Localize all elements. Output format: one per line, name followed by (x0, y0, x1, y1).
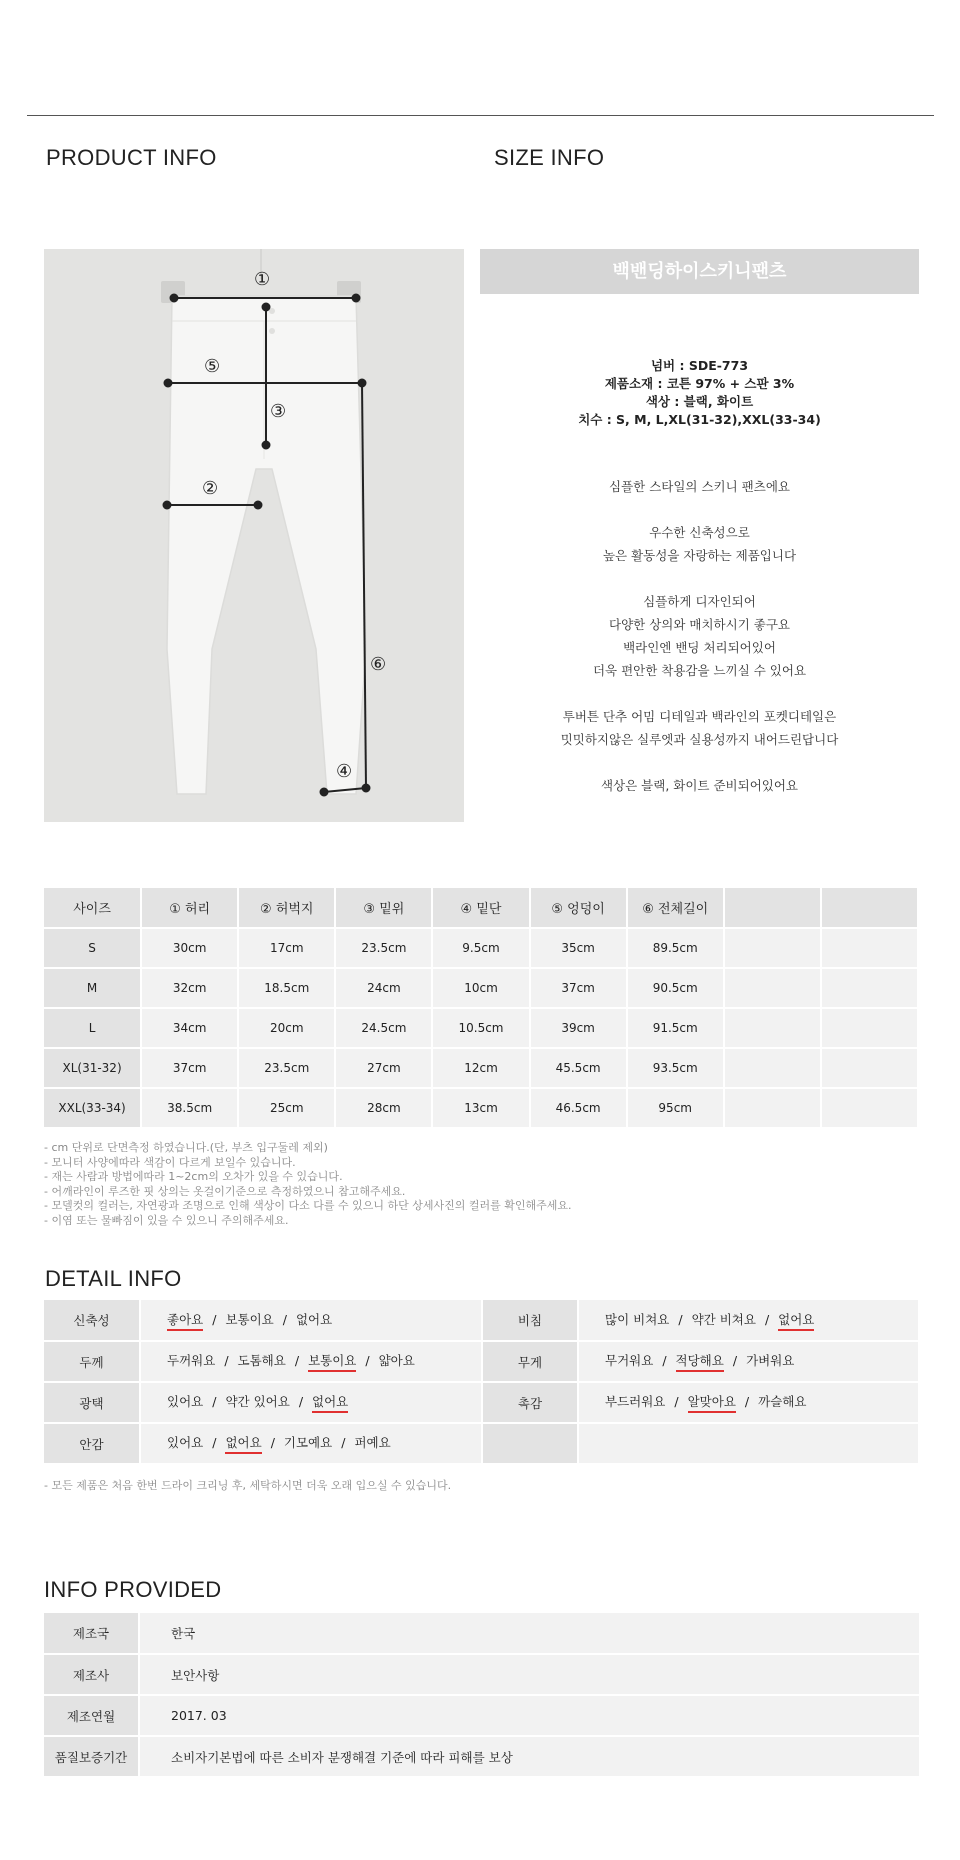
detail-options (578, 1341, 919, 1382)
table-cell: 24cm (335, 968, 432, 1008)
size-label: L (44, 1008, 141, 1048)
table-cell: 23.5cm (335, 928, 432, 968)
detail-option: 기모예요 (283, 1435, 333, 1450)
header-cell: ③ 밑위 (335, 888, 432, 928)
spec-number: 넘버 : SDE-773 (650, 358, 749, 373)
spec-sizes: 치수 : S, M, L,XL(31-32),XXL(33-34) (578, 412, 821, 427)
product-photo (44, 249, 464, 822)
table-cell (724, 928, 821, 968)
table-row (44, 1008, 918, 1048)
table-cell: 38.5cm (141, 1088, 238, 1128)
header-cell: ⑥ 전체길이 (627, 888, 724, 928)
note-line: - cm 단위로 단면측정 하였습니다.(단, 부츠 입구둘레 제외) (44, 1141, 328, 1154)
size-label: M (44, 968, 141, 1008)
detail-row (44, 1300, 919, 1341)
marker-4: ④ (336, 761, 353, 782)
product-info-title: PRODUCT INFO (46, 145, 217, 170)
table-cell: 30cm (141, 928, 238, 968)
table-cell: 91.5cm (627, 1008, 724, 1048)
table-cell: 23.5cm (238, 1048, 335, 1088)
desc-line: 심플한 스타일의 스키니 팬츠에요 (609, 479, 790, 494)
detail-option: 까슬해요 (758, 1394, 807, 1409)
info-value: 2017. 03 (139, 1695, 919, 1736)
header-cell: 사이즈 (44, 888, 141, 928)
table-cell (724, 1088, 821, 1128)
measurement-notes (44, 1141, 571, 1228)
table-cell (724, 1048, 821, 1088)
table-row (44, 1048, 918, 1088)
table-cell: 28cm (335, 1088, 432, 1128)
table-cell: 27cm (335, 1048, 432, 1088)
desc-line: 높은 활동성을 자랑하는 제품입니다 (602, 548, 797, 563)
header-cell (724, 888, 821, 928)
detail-row (44, 1382, 919, 1423)
detail-option: 두꺼워요 (167, 1353, 216, 1368)
detail-option: 무거워요 (605, 1353, 654, 1368)
info-label: 제조연월 (44, 1695, 139, 1736)
detail-option-selected: 없어요 (312, 1392, 348, 1413)
table-cell (821, 1008, 918, 1048)
header-cell: ② 허벅지 (238, 888, 335, 928)
detail-label: 광택 (44, 1382, 140, 1423)
detail-option: 없어요 (295, 1311, 333, 1327)
header-cell: ④ 밑단 (432, 888, 529, 928)
option-separator: / (270, 1435, 275, 1450)
detail-option: 퍼예요 (354, 1435, 391, 1450)
note-line: - 어깨라인이 루즈한 핏 상의는 옷걸이기준으로 측정하였으니 참고해주세요. (44, 1184, 406, 1198)
size-label: S (44, 928, 141, 968)
table-cell: 10cm (432, 968, 529, 1008)
header-cell (821, 888, 918, 928)
table-row (44, 1088, 918, 1128)
option-separator: / (674, 1394, 679, 1409)
table-cell: 17cm (238, 928, 335, 968)
marker-3: ③ (270, 401, 287, 422)
marker-2: ② (202, 478, 219, 499)
detail-label: 무게 (482, 1341, 578, 1382)
product-specs (480, 357, 919, 429)
table-cell (724, 968, 821, 1008)
header-cell: ⑤ 엉덩이 (530, 888, 627, 928)
table-row (44, 1695, 919, 1736)
table-row (44, 1613, 919, 1654)
detail-option: 도톰해요 (237, 1353, 286, 1368)
note-line: - 모델컷의 컬러는, 자연광과 조명으로 인해 색상이 다소 다를 수 있으니 하단 상세사진의 컬러를 확인해주세요. (44, 1199, 572, 1212)
detail-options (140, 1423, 482, 1464)
table-cell: 89.5cm (627, 928, 724, 968)
option-separator: / (282, 1311, 287, 1327)
table-cell: 32cm (141, 968, 238, 1008)
option-separator: / (662, 1353, 667, 1368)
table-cell (821, 968, 918, 1008)
table-cell: 24.5cm (335, 1008, 432, 1048)
table-cell: 12cm (432, 1048, 529, 1088)
option-separator: / (212, 1311, 217, 1327)
option-separator: / (744, 1394, 750, 1409)
spec-material: 제품소재 : 코튼 97% + 스판 3% (604, 376, 795, 391)
table-cell: 25cm (238, 1088, 335, 1128)
table-cell: 46.5cm (530, 1088, 627, 1128)
marker-6: ⑥ (370, 654, 387, 675)
detail-label: 안감 (44, 1423, 140, 1464)
table-cell: 90.5cm (627, 968, 724, 1008)
marker-5: ⑤ (204, 356, 221, 377)
detail-option: 있어요 (167, 1394, 204, 1409)
spec-color: 색상 : 블랙, 화이트 (645, 394, 754, 409)
detail-option-selected: 없어요 (225, 1433, 261, 1454)
product-name-bar: 백밴딩하이스키니팬츠 (480, 249, 919, 294)
info-label: 제조국 (44, 1613, 139, 1654)
pants-measurement-diagram (44, 249, 464, 822)
size-table-header (44, 888, 918, 928)
desc-line: 백라인엔 밴딩 처리되어있어 (623, 640, 776, 655)
detail-option: 보통이요 (225, 1311, 274, 1327)
detail-option: 많이 비쳐요 (605, 1311, 670, 1327)
detail-options (578, 1300, 919, 1341)
detail-option-selected: 없어요 (778, 1310, 814, 1331)
table-cell (724, 1008, 821, 1048)
detail-row (44, 1423, 919, 1464)
desc-line: 색상은 블랙, 화이트 준비되어있어요 (600, 778, 799, 793)
detail-options (140, 1341, 482, 1382)
table-cell (821, 928, 918, 968)
table-row (44, 928, 918, 968)
option-separator: / (365, 1353, 370, 1368)
top-divider (27, 115, 934, 116)
size-label: XL(31-32) (44, 1048, 141, 1088)
detail-option: 있어요 (167, 1435, 204, 1450)
detail-options (578, 1423, 919, 1464)
table-cell: 45.5cm (530, 1048, 627, 1088)
info-provided-title: INFO PROVIDED (44, 1577, 222, 1602)
option-separator: / (764, 1311, 770, 1327)
detail-option-selected: 알맞아요 (688, 1392, 736, 1413)
table-cell: 18.5cm (238, 968, 335, 1008)
detail-label (482, 1423, 578, 1464)
detail-label: 비침 (482, 1300, 578, 1341)
info-value: 보안사항 (139, 1654, 919, 1695)
desc-line: 심플하게 디자인되어 (643, 594, 756, 609)
detail-option: 약간 있어요 (225, 1394, 290, 1409)
option-separator: / (212, 1435, 217, 1450)
desc-line: 우수한 신축성으로 (649, 525, 750, 540)
info-value: 소비자기본법에 따른 소비자 분쟁해결 기준에 따라 피해를 보상 (139, 1736, 919, 1777)
option-separator: / (212, 1394, 217, 1409)
care-note: - 모든 제품은 처음 한번 드라이 크리닝 후, 세탁하시면 더욱 오래 입으실 수 있습니다. (44, 1479, 452, 1492)
table-row (44, 968, 918, 1008)
table-row (44, 1654, 919, 1695)
option-separator: / (298, 1394, 304, 1409)
detail-option-selected: 적당해요 (676, 1351, 724, 1372)
desc-line: 더욱 편안한 착용감을 느끼실 수 있어요 (592, 663, 807, 678)
header-cell: ① 허리 (141, 888, 238, 928)
size-label: XXL(33-34) (44, 1088, 141, 1128)
table-cell: 20cm (238, 1008, 335, 1048)
info-label: 제조사 (44, 1654, 139, 1695)
detail-table (44, 1300, 920, 1465)
detail-options (578, 1382, 919, 1423)
option-separator: / (678, 1311, 683, 1327)
option-separator: / (294, 1353, 300, 1368)
table-row (44, 1736, 919, 1777)
desc-line: 밋밋하지않은 실루엣과 실용성까지 내어드린답니다 (560, 732, 839, 747)
table-cell (821, 1088, 918, 1128)
detail-row (44, 1341, 919, 1382)
info-label: 품질보증기간 (44, 1736, 139, 1777)
detail-options (140, 1300, 482, 1341)
note-line: - 모니터 사양에따라 색감이 다르게 보일수 있습니다. (44, 1155, 296, 1169)
table-cell: 35cm (530, 928, 627, 968)
info-provided-table (44, 1613, 919, 1778)
info-value: 한국 (139, 1613, 919, 1654)
detail-option-selected: 보통이요 (308, 1351, 356, 1372)
table-cell: 34cm (141, 1008, 238, 1048)
table-cell: 93.5cm (627, 1048, 724, 1088)
table-cell: 37cm (141, 1048, 238, 1088)
product-description (480, 475, 919, 797)
detail-option: 얇아요 (378, 1353, 415, 1368)
size-table (44, 888, 919, 1129)
detail-option-selected: 좋아요 (167, 1310, 203, 1331)
size-info-title: SIZE INFO (494, 145, 605, 170)
detail-option: 부드러워요 (605, 1394, 666, 1409)
detail-option: 약간 비쳐요 (691, 1311, 756, 1327)
table-cell: 9.5cm (432, 928, 529, 968)
table-cell: 37cm (530, 968, 627, 1008)
option-separator: / (732, 1353, 738, 1368)
table-cell: 10.5cm (432, 1008, 529, 1048)
note-line: - 이염 또는 물빠짐이 있을 수 있으니 주의해주세요. (44, 1213, 289, 1227)
detail-options (140, 1382, 482, 1423)
desc-line: 투버튼 단추 어밈 디테일과 백라인의 포켓디테일은 (562, 709, 837, 724)
detail-option: 가벼워요 (746, 1353, 795, 1368)
table-cell: 95cm (627, 1088, 724, 1128)
detail-label: 두께 (44, 1341, 140, 1382)
marker-1: ① (254, 269, 271, 290)
detail-label: 촉감 (482, 1382, 578, 1423)
note-line: - 재는 사람과 방법에따라 1~2cm의 오차가 있을 수 있습니다. (44, 1170, 343, 1183)
detail-label: 신축성 (44, 1300, 140, 1341)
table-cell (821, 1048, 918, 1088)
detail-info-title: DETAIL INFO (45, 1266, 182, 1291)
desc-line: 다양한 상의와 매치하시기 좋구요 (609, 617, 790, 632)
table-cell: 13cm (432, 1088, 529, 1128)
option-separator: / (341, 1435, 346, 1450)
option-separator: / (224, 1353, 229, 1368)
table-cell: 39cm (530, 1008, 627, 1048)
